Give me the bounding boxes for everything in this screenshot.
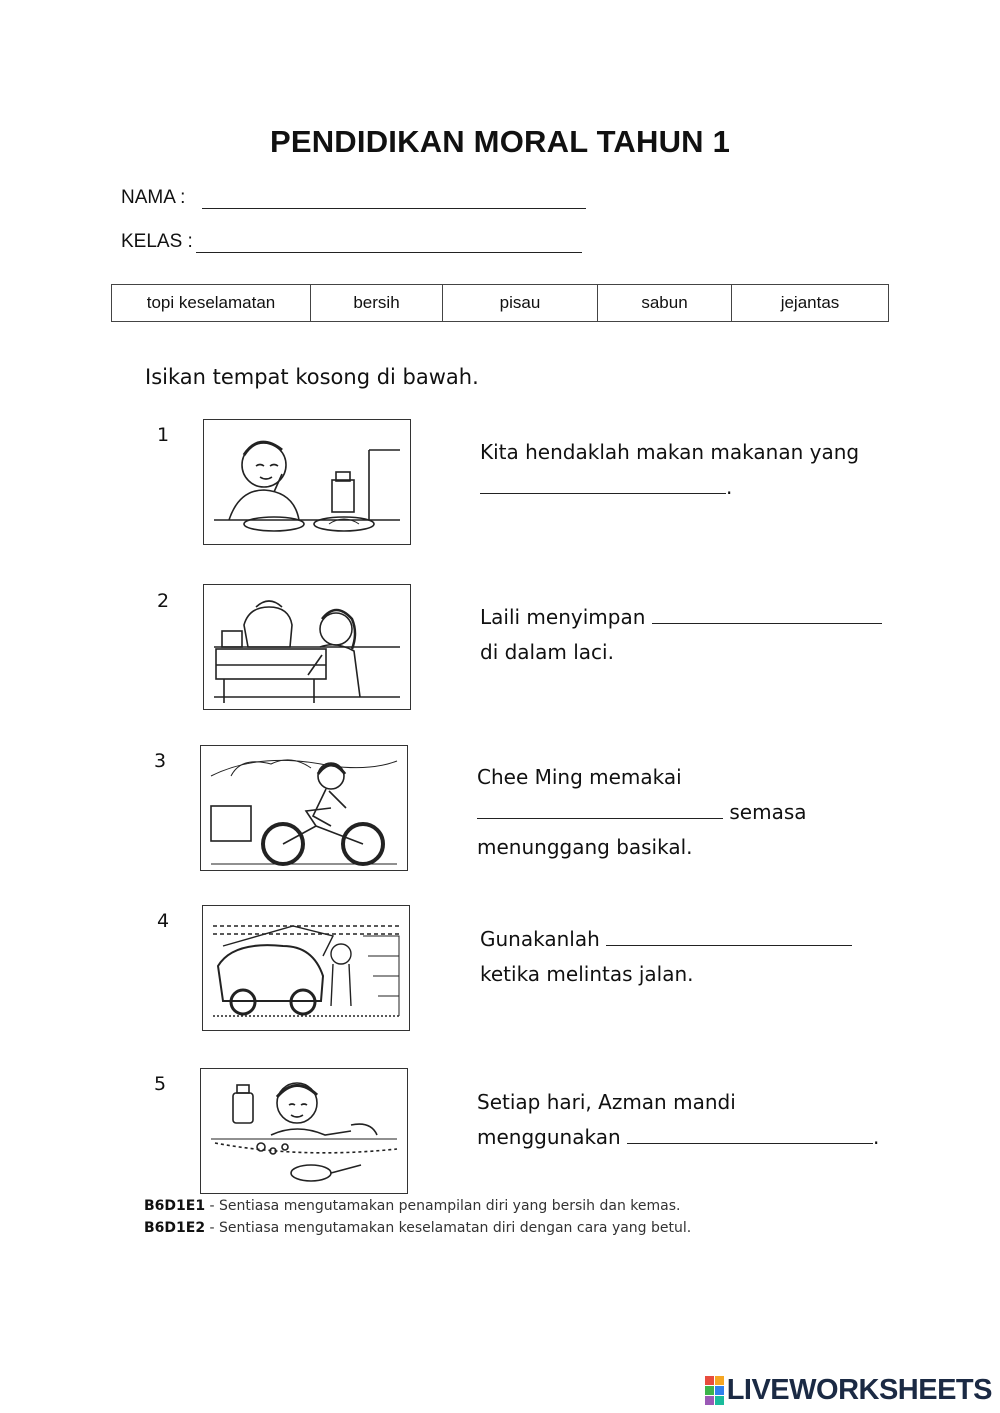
standard-note bbox=[144, 1220, 691, 1236]
answer-blank-4[interactable] bbox=[606, 925, 852, 946]
question-5-line1: Setiap hari, Azman mandi bbox=[477, 1090, 736, 1114]
standard-note bbox=[144, 1198, 680, 1214]
question-4-lead: Gunakanlah bbox=[480, 927, 600, 951]
question-number: 3 bbox=[154, 750, 167, 772]
question-2-line1 bbox=[480, 600, 882, 635]
question-1-period: . bbox=[726, 475, 733, 499]
question-3-text bbox=[477, 760, 807, 865]
question-5-line2 bbox=[477, 1120, 879, 1155]
word-bank-item: sabun bbox=[598, 285, 732, 322]
boy-bicycle-illustration bbox=[200, 745, 408, 871]
standard-text: - Sentiasa mengutamakan penampilan diri yang bersih dan kemas. bbox=[209, 1198, 681, 1214]
liveworksheets-brand bbox=[705, 1374, 992, 1407]
question-number: 4 bbox=[157, 910, 170, 932]
page-title: PENDIDIKAN MORAL TAHUN 1 bbox=[269, 124, 731, 159]
answer-blank-2[interactable] bbox=[652, 603, 882, 624]
question-3-line3: menunggang basikal. bbox=[477, 835, 693, 859]
question-4-line2: ketika melintas jalan. bbox=[480, 962, 694, 986]
standard-code: B6D1E1 bbox=[144, 1198, 206, 1214]
question-number: 5 bbox=[154, 1073, 167, 1095]
nama-input-line[interactable] bbox=[202, 208, 586, 209]
kelas-label: KELAS : bbox=[121, 231, 193, 252]
standard-code: B6D1E2 bbox=[144, 1220, 206, 1236]
question-2-text bbox=[480, 600, 882, 670]
question-3-line1: Chee Ming memakai bbox=[477, 765, 682, 789]
question-5-text bbox=[477, 1085, 879, 1155]
question-number: 2 bbox=[157, 590, 170, 612]
answer-blank-5[interactable] bbox=[627, 1123, 873, 1144]
answer-blank-1[interactable] bbox=[480, 473, 726, 494]
girl-kitchen-illustration bbox=[203, 584, 411, 710]
question-1-line2 bbox=[480, 470, 859, 505]
liveworksheets-logo-icon bbox=[705, 1376, 724, 1405]
kelas-input-line[interactable] bbox=[196, 252, 582, 253]
road-crossing-illustration bbox=[202, 905, 410, 1031]
question-5-lead: menggunakan bbox=[477, 1125, 621, 1149]
question-5-period: . bbox=[872, 1125, 880, 1149]
question-4-text bbox=[480, 922, 852, 992]
question-3-tail: semasa bbox=[729, 800, 807, 824]
boy-eating-illustration bbox=[203, 419, 411, 545]
standard-text: - Sentiasa mengutamakan keselamatan diri dengan cara yang betul. bbox=[209, 1220, 692, 1236]
boy-bathing-illustration bbox=[200, 1068, 408, 1194]
question-number: 1 bbox=[157, 424, 170, 446]
question-2-line2: di dalam laci. bbox=[480, 640, 614, 664]
question-3-line2 bbox=[477, 795, 807, 830]
question-4-line1 bbox=[480, 922, 852, 957]
word-bank-item: pisau bbox=[443, 285, 598, 322]
question-1-line1: Kita hendaklah makan makanan yang bbox=[480, 440, 860, 464]
word-bank-item: bersih bbox=[311, 285, 443, 322]
question-1-text bbox=[480, 435, 859, 505]
word-bank-item: topi keselamatan bbox=[112, 285, 311, 322]
question-2-lead: Laili menyimpan bbox=[480, 605, 646, 629]
nama-label: NAMA : bbox=[121, 187, 186, 208]
word-bank-item: jejantas bbox=[732, 285, 889, 322]
word-bank-table bbox=[111, 284, 889, 322]
brand-name: LIVEWORKSHEETS bbox=[726, 1374, 992, 1406]
answer-blank-3[interactable] bbox=[477, 798, 723, 819]
instruction: Isikan tempat kosong di bawah. bbox=[145, 365, 479, 389]
